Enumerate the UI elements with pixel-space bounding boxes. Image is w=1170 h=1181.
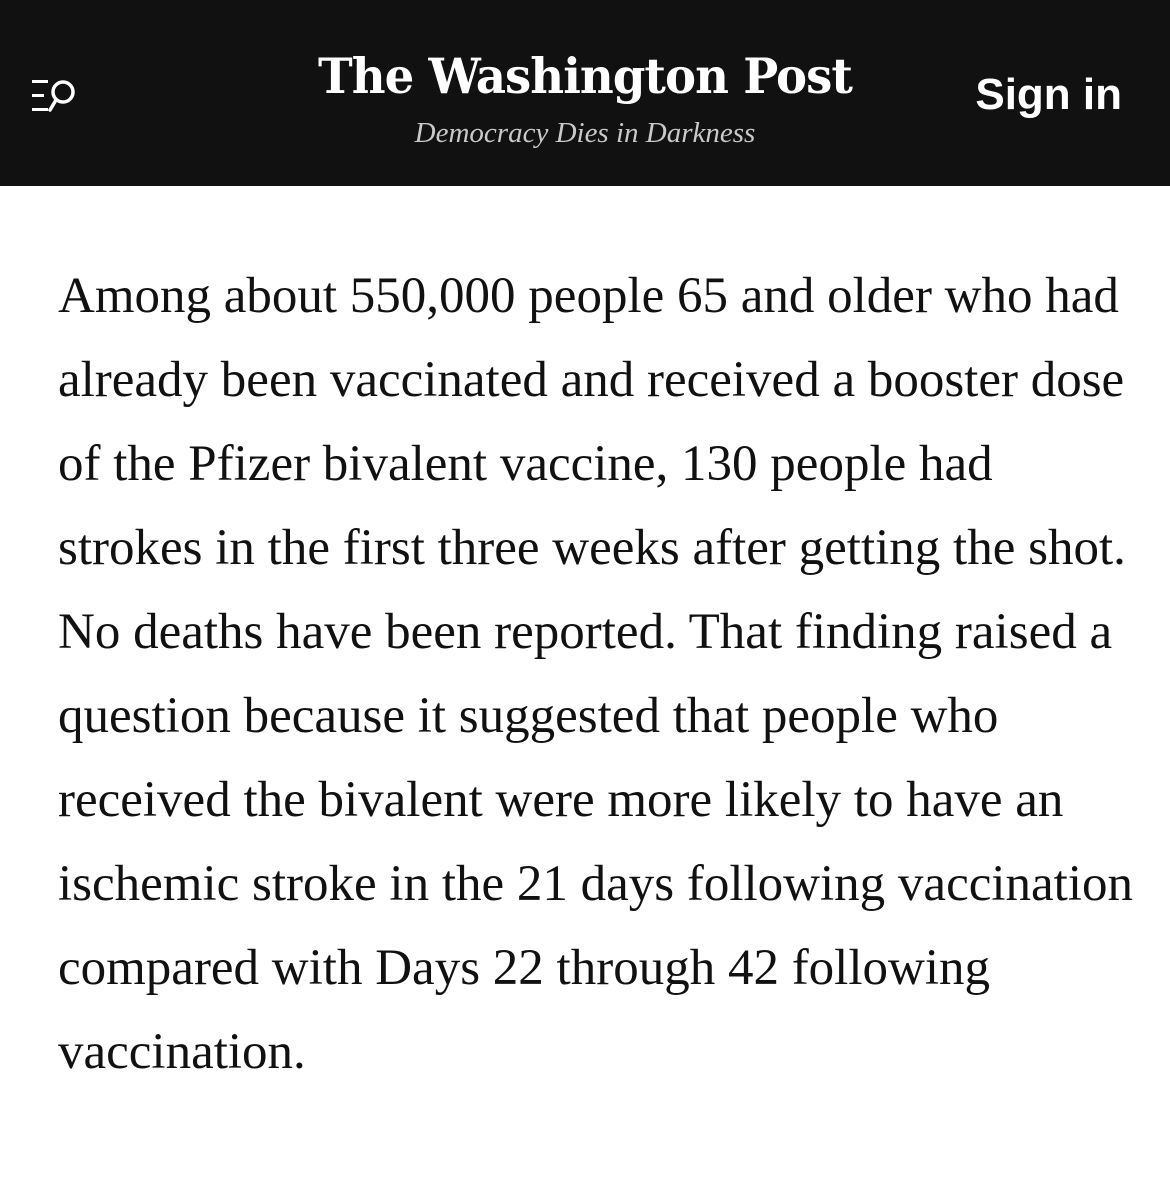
tagline: Democracy Dies in Darkness <box>414 117 756 149</box>
article-paragraph: Among about 550,000 people 65 and older who had already been vaccinated and received a booster dose of the Pfizer bivalent vaccine, 130 people had strokes in the first three weeks after getting the shot. No deaths have been reported. That finding raised a question because it suggested that people who received the bivalent were more likely to have an ischemic stroke in the 21 days following vaccination compared with Days 22 through 42 following vaccination. <box>58 268 1133 1080</box>
menu-search-icon <box>30 74 80 118</box>
sign-in-button[interactable]: Sign in <box>975 70 1122 119</box>
site-header <box>0 0 1170 186</box>
masthead[interactable] <box>285 44 885 150</box>
article-body <box>58 254 1138 1094</box>
menu-search-button[interactable] <box>30 74 80 118</box>
site-logo[interactable]: The Washington Post <box>318 47 852 105</box>
